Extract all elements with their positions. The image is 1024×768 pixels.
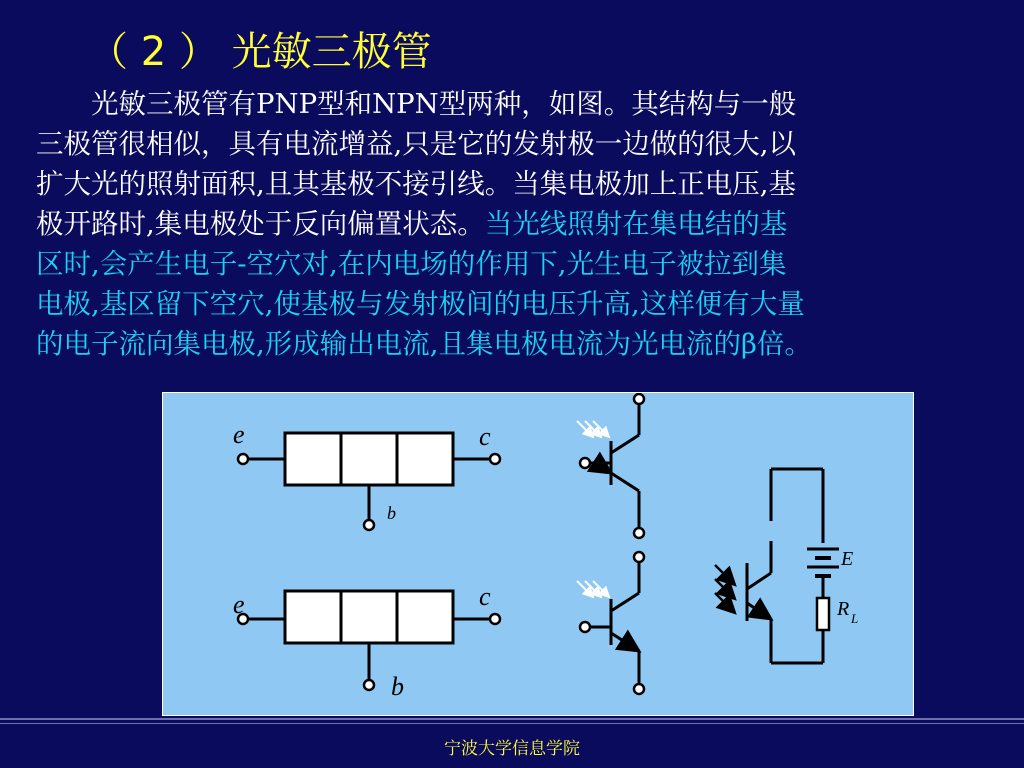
highlight-line: 的电子流向集电极,形成输出电流,且集电极电流为光电流的β倍。 xyxy=(36,328,812,360)
footer-divider xyxy=(0,718,1024,720)
text-line: 三极管很相似，具有电流增益,只是它的发射极一边做的很大,以 xyxy=(36,128,796,160)
slide-title: （ 2 ） 光敏三极管 xyxy=(88,29,432,75)
top-base-label: b xyxy=(387,503,396,523)
battery-icon xyxy=(807,549,839,583)
highlight-line: 电极,基区留下空穴,使基极与发射极间的电压升高,这样便有大量 xyxy=(36,288,805,320)
text-line: 光敏三极管有PNP型和NPN型两种，如图。其结构与一般 xyxy=(36,88,797,120)
light-rays-icon xyxy=(715,565,735,613)
load-subscript: L xyxy=(851,611,859,626)
npn-phototransistor-symbol xyxy=(580,552,644,694)
phototransistor-diagram xyxy=(163,393,915,717)
bottom-structure xyxy=(238,591,500,690)
diagram-panel xyxy=(162,392,914,716)
bottom-emitter-label: e xyxy=(233,590,245,619)
top-structure xyxy=(238,433,500,530)
bottom-collector-label: c xyxy=(479,582,491,611)
highlight-line: 区时,会产生电子-空穴对,在内电场的作用下,光生电子被拉到集 xyxy=(36,248,787,280)
top-collector-label: c xyxy=(479,422,491,451)
top-emitter-label: e xyxy=(233,420,245,449)
footer-divider xyxy=(0,723,1024,724)
footer-institution: 宁波大学信息学院 xyxy=(444,739,580,759)
light-rays-icon xyxy=(577,421,609,437)
text-line: 扩大光的照射面积,且其基极不接引线。当集电极加上正电压,基 xyxy=(36,168,796,200)
source-label: E xyxy=(841,548,854,570)
highlight-segment: 当光线照射在集电结的基 xyxy=(484,208,788,240)
bottom-base-label: b xyxy=(391,672,404,701)
pnp-phototransistor-symbol xyxy=(580,394,644,538)
load-label: R xyxy=(837,598,850,620)
text-line xyxy=(36,204,996,244)
body-paragraph xyxy=(36,84,996,364)
text-segment: 极开路时,集电极处于反向偏置状态。 xyxy=(36,208,485,240)
light-rays-icon xyxy=(577,581,609,597)
